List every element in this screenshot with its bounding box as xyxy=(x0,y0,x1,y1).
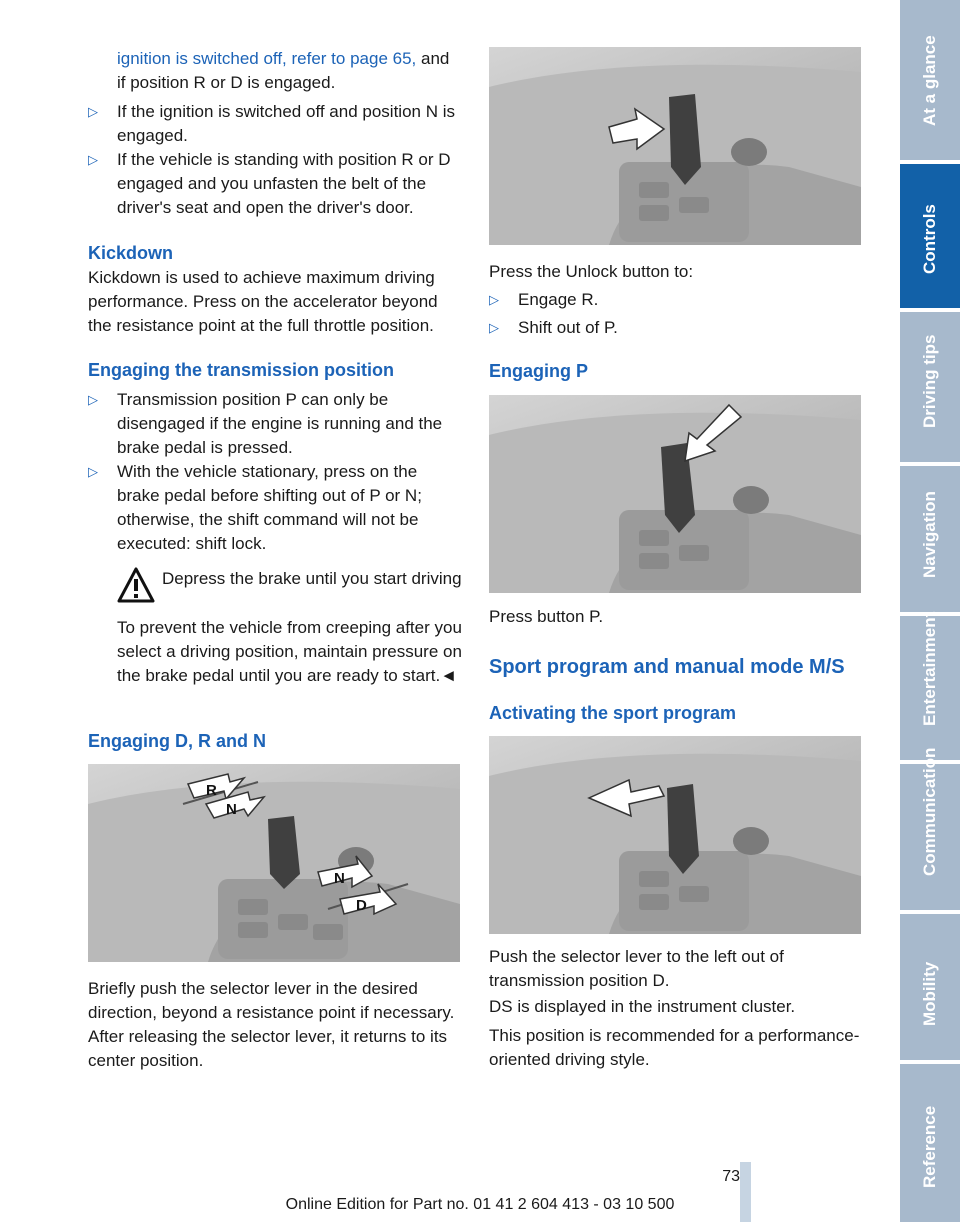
label-d: D xyxy=(356,897,367,914)
figure-unlock-button xyxy=(489,47,861,245)
figure-p-button xyxy=(489,395,861,593)
figure-sport-program xyxy=(489,736,861,934)
list-item: ▷ Shift out of P. xyxy=(489,316,861,340)
kickdown-text: Kickdown is used to achieve maximum driving performance. Press on the accelerator beyond the resistance point at the full throttle position. xyxy=(88,268,438,335)
page-number: 73 xyxy=(722,1168,740,1185)
warning-title: Depress the brake until you start driving xyxy=(162,569,462,588)
tab-entertainment[interactable]: Entertainment xyxy=(900,616,960,760)
label-r: R xyxy=(206,782,217,799)
bullet-icon: ▷ xyxy=(88,464,98,479)
footer-edition: Online Edition for Part no. 01 41 2 604 413 - 03 10 500 xyxy=(285,1196,675,1213)
list-item: ▷ If the vehicle is standing with position R or D engaged and you unfasten the belt of the driver's seat and open the driver's door. xyxy=(88,150,451,217)
list-item: ▷ With the vehicle stationary, press on the brake pedal before shifting out of P or N; otherwise, the shift command will not be executed: shift lock. xyxy=(88,462,422,553)
bullet-icon: ▷ xyxy=(489,292,499,307)
bullet-icon: ▷ xyxy=(88,104,98,119)
sport-text2: DS is displayed in the instrument cluster. xyxy=(489,997,796,1016)
warning-text: To prevent the vehicle from creeping after you select a driving position, maintain pressure on the brake pedal until you are ready to start.◄ xyxy=(117,618,462,685)
chapter-tabs xyxy=(900,0,960,1222)
drn-heading: Engaging D, R and N xyxy=(88,731,266,751)
kickdown-heading: Kickdown xyxy=(88,243,174,263)
sport-heading: Sport program and manual mode M/S xyxy=(489,656,845,678)
tab-communication[interactable]: Communication xyxy=(900,764,960,910)
tab-driving-tips[interactable]: Driving tips xyxy=(900,312,960,462)
intro-continuation: ignition is switched off, refer to page 65, and xyxy=(117,49,450,68)
engaging-p-heading: Engaging P xyxy=(489,361,588,381)
tab-at-a-glance[interactable]: At a glance xyxy=(900,0,960,160)
bullet-icon: ▷ xyxy=(489,320,499,335)
sport-text3: This position is recommended for a performance-oriented driving style. xyxy=(489,1026,860,1069)
label-n-lower: N xyxy=(334,870,345,887)
sport-text1: Push the selector lever to the left out of transmission position D. xyxy=(489,947,784,990)
drn-text1: Briefly push the selector lever in the desired direction, beyond a resistance point if necessary. xyxy=(88,979,455,1022)
page-65-link[interactable]: ignition is switched off, refer to page 65, xyxy=(117,49,417,68)
list-item: ▷ If the ignition is switched off and position N is engaged. xyxy=(88,102,455,145)
bullet-icon: ▷ xyxy=(88,152,98,167)
engaging-heading: Engaging the transmission position xyxy=(88,360,395,380)
list-item: ▷ Engage R. xyxy=(489,288,861,312)
p-text: Press button P. xyxy=(489,607,604,626)
unlock-text: Press the Unlock button to: xyxy=(489,262,694,281)
drn-text2: After releasing the selector lever, it returns to its center position. xyxy=(88,1027,448,1070)
label-n-upper: N xyxy=(226,801,237,818)
bullet-icon: ▷ xyxy=(88,392,98,407)
tab-controls[interactable]: Controls xyxy=(900,164,960,308)
intro-line2: if position R or D is engaged. xyxy=(117,73,336,92)
warning-icon xyxy=(117,567,157,603)
figure-drn-shift xyxy=(88,764,460,962)
list-item: ▷ Transmission position P can only be disengaged if the engine is running and the brake pedal is pressed. xyxy=(88,390,443,457)
sport-subheading: Activating the sport program xyxy=(489,703,737,723)
tab-reference[interactable]: Reference xyxy=(900,1064,960,1222)
tab-mobility[interactable]: Mobility xyxy=(900,914,960,1060)
tab-navigation[interactable]: Navigation xyxy=(900,466,960,612)
